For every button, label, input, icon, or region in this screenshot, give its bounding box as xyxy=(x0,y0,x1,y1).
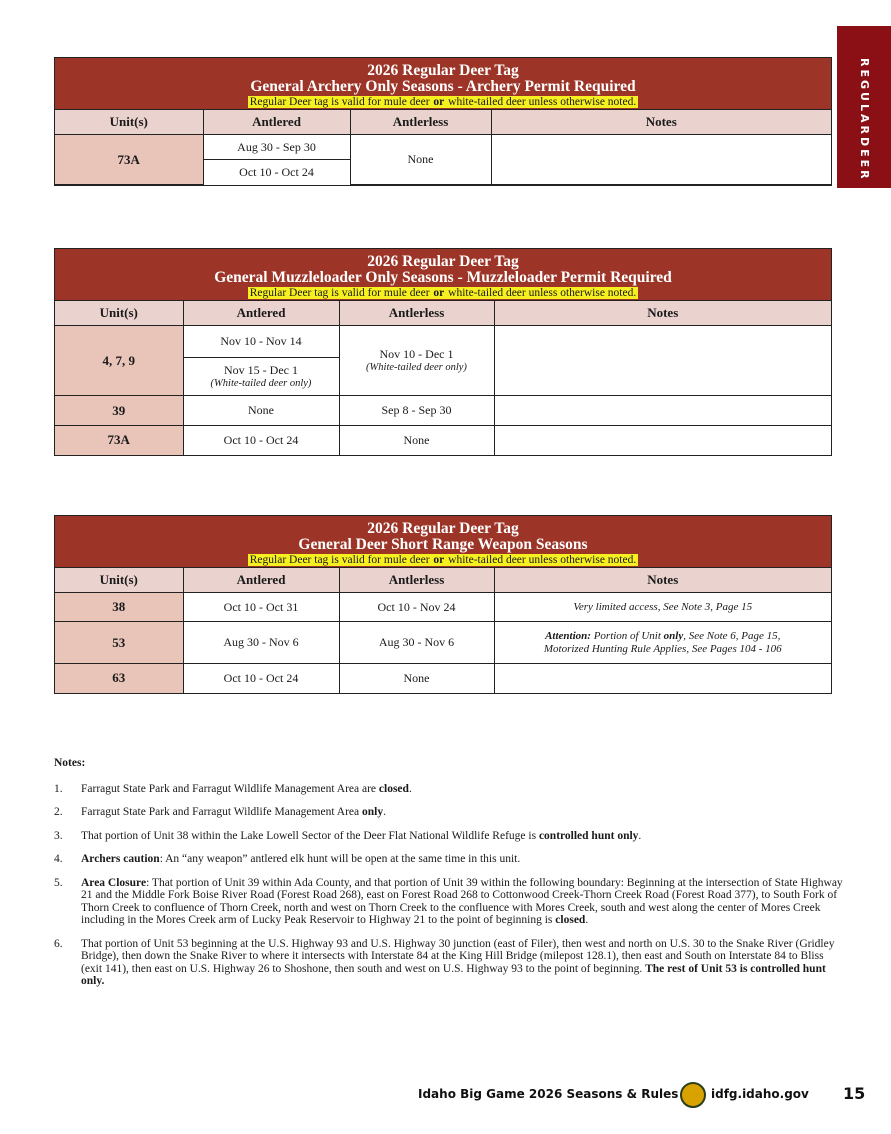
notes-cell: Very limited access, See Note 3, Page 15 xyxy=(494,593,831,622)
antlerless-cell: None xyxy=(339,664,494,693)
antlered-cell: Oct 10 - Oct 24 xyxy=(183,426,339,455)
antlerless-cell: None xyxy=(339,426,494,455)
col-antlerless: Antlerless xyxy=(339,301,494,326)
unit-cell: 39 xyxy=(55,396,183,426)
col-notes: Notes xyxy=(494,568,831,593)
validity-note: Regular Deer tag is valid for mule deer or white-tailed deer unless otherwise noted. xyxy=(249,287,637,299)
antlered-cell: Oct 10 - Oct 31 xyxy=(183,593,339,622)
notes-cell xyxy=(491,135,831,185)
antlered-cell: Nov 15 - Dec 1 (White-tailed deer only) xyxy=(183,358,339,396)
note-item: 6. That portion of Unit 53 beginning at the U.S. Highway 93 and U.S. Highway 30 junction (east of Filer), then west and north on U.S. 30 to the Snake River (Gridley Bridge), then down the Snake River to where it intersects with Interstate 84 at the King Hill Bridge (milepost 128.1), then east and South on Interstate 84 to Bliss (exit 141), then east on U.S. Highway 26 to Shoshone, then south and west on U.S. Highway 93 to the point of beginning. The rest of Unit 53 is controlled hunt only. xyxy=(54,937,835,987)
col-units: Unit(s) xyxy=(55,110,203,135)
antlerless-cell: Sep 8 - Sep 30 xyxy=(339,396,494,426)
col-antlerless: Antlerless xyxy=(350,110,491,135)
antlered-cell: Oct 10 - Oct 24 xyxy=(183,664,339,693)
col-antlerless: Antlerless xyxy=(339,568,494,593)
section-tab xyxy=(837,26,891,188)
notes-section xyxy=(54,757,844,999)
col-antlered: Antlered xyxy=(183,568,339,593)
website-link[interactable]: idfg.idaho.gov xyxy=(711,1087,809,1101)
unit-cell: 53 xyxy=(55,622,183,664)
notes-cell xyxy=(494,426,831,455)
page-footer xyxy=(0,1082,891,1112)
antlerless-cell: None xyxy=(350,135,491,185)
note-item: 1. Farragut State Park and Farragut Wildlife Management Area are closed. xyxy=(54,782,412,795)
table-title: 2026 Regular Deer Tag xyxy=(367,520,519,537)
unit-cell: 4, 7, 9 xyxy=(55,326,183,396)
notes-cell xyxy=(494,326,831,396)
archery-season-table xyxy=(54,57,832,186)
table-subtitle: General Muzzleloader Only Seasons - Muzzleloader Permit Required xyxy=(214,269,672,286)
note-item: 4. Archers caution: An “any weapon” antlered elk hunt will be open at the same time in this unit. xyxy=(54,853,521,865)
section-tab-line2: DEER xyxy=(858,136,871,182)
table-subtitle: General Archery Only Seasons - Archery Permit Required xyxy=(250,78,636,95)
table-title: 2026 Regular Deer Tag xyxy=(367,62,519,79)
validity-note: Regular Deer tag is valid for mule deer or white-tailed deer unless otherwise noted. xyxy=(249,96,637,108)
notes-cell xyxy=(494,396,831,426)
col-units: Unit(s) xyxy=(55,301,183,326)
unit-cell: 63 xyxy=(55,664,183,693)
antlered-cell: Aug 30 - Sep 30 xyxy=(203,135,350,160)
table-subtitle: General Deer Short Range Weapon Seasons xyxy=(298,536,588,553)
antlered-cell: Aug 30 - Nov 6 xyxy=(183,622,339,664)
col-antlered: Antlered xyxy=(203,110,350,135)
note-item: 3. That portion of Unit 38 within the Lake Lowell Sector of the Deer Flat National Wildlife Refuge is controlled hunt only. xyxy=(54,829,642,842)
unit-cell: 38 xyxy=(55,593,183,622)
antlered-cell: None xyxy=(183,396,339,426)
page-number: 15 xyxy=(843,1084,866,1103)
idfg-seal-icon xyxy=(680,1082,706,1108)
notes-title: Notes: xyxy=(54,757,86,769)
table-title: 2026 Regular Deer Tag xyxy=(367,253,519,270)
section-tab-line1: REGULAR xyxy=(858,58,871,137)
validity-note: Regular Deer tag is valid for mule deer or white-tailed deer unless otherwise noted. xyxy=(249,554,637,566)
table-header xyxy=(55,249,831,301)
note-item: 2. Farragut State Park and Farragut Wildlife Management Area only. xyxy=(54,806,386,818)
antlerless-cell: Nov 10 - Dec 1 (White-tailed deer only) xyxy=(339,326,494,396)
antlerless-cell: Aug 30 - Nov 6 xyxy=(339,622,494,664)
antlered-cell: Oct 10 - Oct 24 xyxy=(203,160,350,185)
note-item: 5. Area Closure: That portion of Unit 39 within Ada County, and that portion of Unit 39 within the following boundary: Beginning at the intersection of State Highway 21 and the Middle Fork Boise River Road (Forest Road 268), east on Forest Road 268 to Cottonwood Creek-Thorn Creek Road (Forest Road 377), to South Fork of Thorn Creek to confluence of Thorn Creek, north and west on Thorn Creek to the confluence with Mores Creek, south and west along the center of Mores Creek including in the Mores Creek arm of Lucky Peak Reservoir to Highway 21 to the point of beginning is closed. xyxy=(54,876,843,926)
col-notes: Notes xyxy=(494,301,831,326)
short-range-weapon-table xyxy=(54,515,832,694)
antlered-cell: Nov 10 - Nov 14 xyxy=(183,326,339,358)
notes-cell xyxy=(494,664,831,693)
antlerless-cell: Oct 10 - Nov 24 xyxy=(339,593,494,622)
col-notes: Notes xyxy=(491,110,831,135)
notes-cell: Attention: Portion of Unit only, See Note 6, Page 15, Motorized Hunting Rule Applies, See Pages 104 - 106 xyxy=(494,622,831,664)
table-header xyxy=(55,58,831,110)
muzzleloader-season-table xyxy=(54,248,832,456)
table-header xyxy=(55,516,831,568)
publication-title: Idaho Big Game 2026 Seasons & Rules xyxy=(418,1087,679,1101)
unit-cell: 73A xyxy=(55,135,203,185)
unit-cell: 73A xyxy=(55,426,183,455)
col-units: Unit(s) xyxy=(55,568,183,593)
col-antlered: Antlered xyxy=(183,301,339,326)
